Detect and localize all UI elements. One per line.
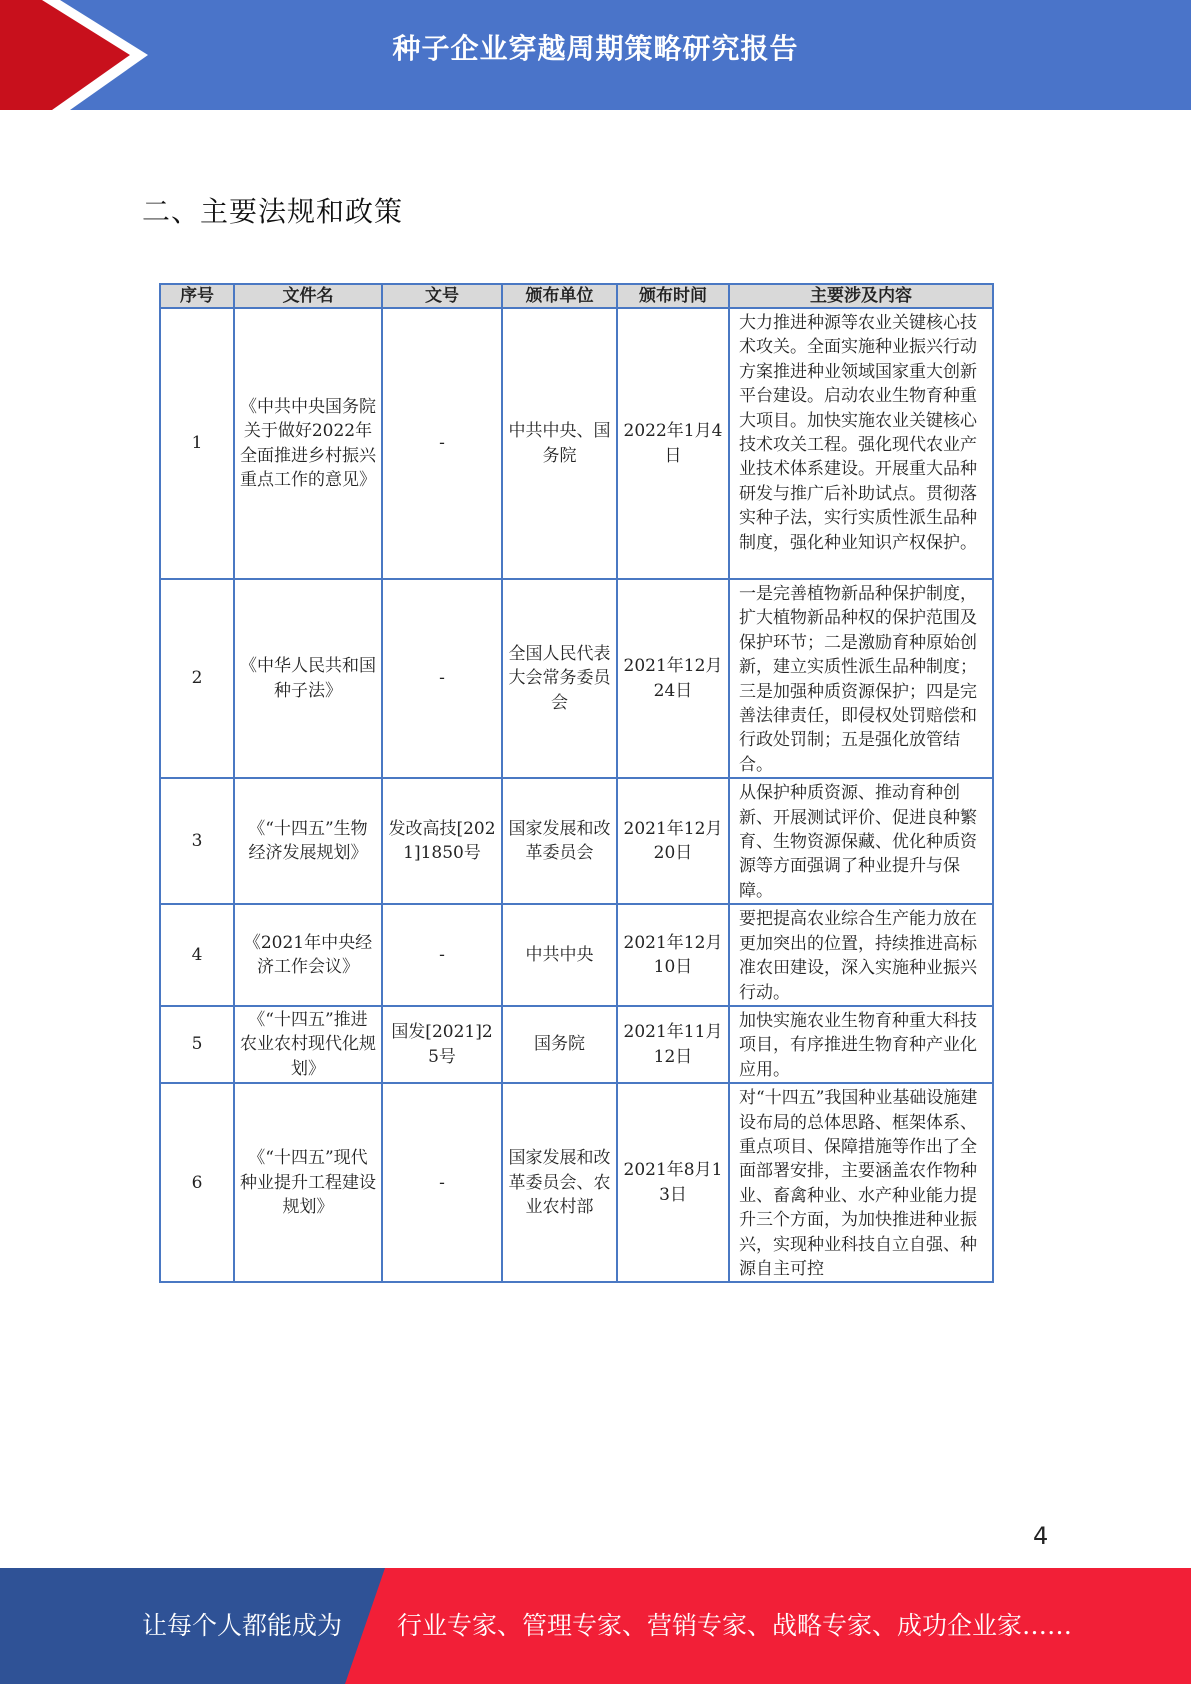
cell-doc-no: - (382, 308, 502, 579)
table-row (160, 1006, 993, 1083)
table-row (160, 778, 993, 904)
cell-name: 《“十四五”推进农业农村现代化规划》 (234, 1006, 382, 1083)
cell-content: 对“十四五”我国种业基础设施建设布局的总体思路、框架体系、重点项目、保障措施等作出了全面部署安排，主要涵盖农作物种业、畜禽种业、水产种业能力提升三个方面，为加快推进种业振兴，实现种业科技自立自强、种源自主可控 (729, 1083, 993, 1282)
cell-no: 1 (160, 308, 234, 579)
cell-date: 2021年12月24日 (617, 579, 729, 778)
cell-doc-no: - (382, 904, 502, 1006)
cell-date: 2022年1月4日 (617, 308, 729, 579)
cell-date: 2021年11月12日 (617, 1006, 729, 1083)
section-title: 二、主要法规和政策 (142, 195, 404, 228)
cell-no: 5 (160, 1006, 234, 1083)
cell-content: 从保护种质资源、推动育种创新、开展测试评价、促进良种繁育、生物资源保藏、优化种质资源等方面强调了种业提升与保障。 (729, 778, 993, 904)
table-row (160, 904, 993, 1006)
column-header-no: 序号 (160, 284, 234, 308)
policy-table (159, 283, 994, 1283)
cell-name: 《中华人民共和国种子法》 (234, 579, 382, 778)
page-header (0, 0, 1191, 110)
column-header-issuer: 颁布单位 (502, 284, 617, 308)
cell-doc-no: 发改高技[2021]1850号 (382, 778, 502, 904)
cell-issuer: 中共中央、国务院 (502, 308, 617, 579)
cell-date: 2021年12月10日 (617, 904, 729, 1006)
cell-no: 2 (160, 579, 234, 778)
table-row (160, 1083, 993, 1282)
report-title: 种子企业穿越周期策略研究报告 (392, 32, 799, 65)
column-header-content: 主要涉及内容 (729, 284, 993, 308)
cell-no: 3 (160, 778, 234, 904)
cell-name: 《“十四五”生物经济发展规划》 (234, 778, 382, 904)
cell-doc-no: 国发[2021]25号 (382, 1006, 502, 1083)
cell-content: 大力推进种源等农业关键核心技术攻关。全面实施种业振兴行动方案推进种业领域国家重大创新平台建设。启动农业生物育种重大项目。加快实施农业关键核心技术攻关工程。强化现代农业产业技术体系建设。开展重大品种研发与推广后补助试点。贯彻落实种子法，实行实质性派生品种制度，强化种业知识产权保护。 (729, 308, 993, 579)
cell-no: 4 (160, 904, 234, 1006)
cell-content: 一是完善植物新品种保护制度，扩大植物新品种权的保护范围及保护环节；二是激励育种原始创新，建立实质性派生品种制度；三是加强种质资源保护；四是完善法律责任，即侵权处罚赔偿和行政处罚制；五是强化放管结合。 (729, 579, 993, 778)
cell-issuer: 国家发展和改革委员会 (502, 778, 617, 904)
cell-issuer: 国务院 (502, 1006, 617, 1083)
cell-date: 2021年8月13日 (617, 1083, 729, 1282)
cell-content: 要把提高农业综合生产能力放在更加突出的位置，持续推进高标准农田建设，深入实施种业振兴行动。 (729, 904, 993, 1006)
page-number: 4 (1033, 1522, 1049, 1550)
cell-name: 《“十四五”现代种业提升工程建设规划》 (234, 1083, 382, 1282)
cell-doc-no: - (382, 579, 502, 778)
cell-doc-no: - (382, 1083, 502, 1282)
cell-issuer: 国家发展和改革委员会、农业农村部 (502, 1083, 617, 1282)
table-row (160, 579, 993, 778)
cell-issuer: 全国人民代表大会常务委员会 (502, 579, 617, 778)
table-header-row (160, 284, 993, 308)
cell-date: 2021年12月20日 (617, 778, 729, 904)
column-header-name: 文件名 (234, 284, 382, 308)
cell-no: 6 (160, 1083, 234, 1282)
footer-slogan-left: 让每个人都能成为 (142, 1611, 343, 1640)
cell-name: 《中共中央国务院关于做好2022年全面推进乡村振兴重点工作的意见》 (234, 308, 382, 579)
page-footer (0, 1568, 1191, 1684)
cell-content: 加快实施农业生物育种重大科技项目，有序推进生物育种产业化应用。 (729, 1006, 993, 1083)
column-header-date: 颁布时间 (617, 284, 729, 308)
column-header-doc-no: 文号 (382, 284, 502, 308)
cell-name: 《2021年中央经济工作会议》 (234, 904, 382, 1006)
cell-issuer: 中共中央 (502, 904, 617, 1006)
footer-slogan-right: 行业专家、管理专家、营销专家、战略专家、成功企业家…… (397, 1611, 1073, 1640)
table-row (160, 308, 993, 579)
